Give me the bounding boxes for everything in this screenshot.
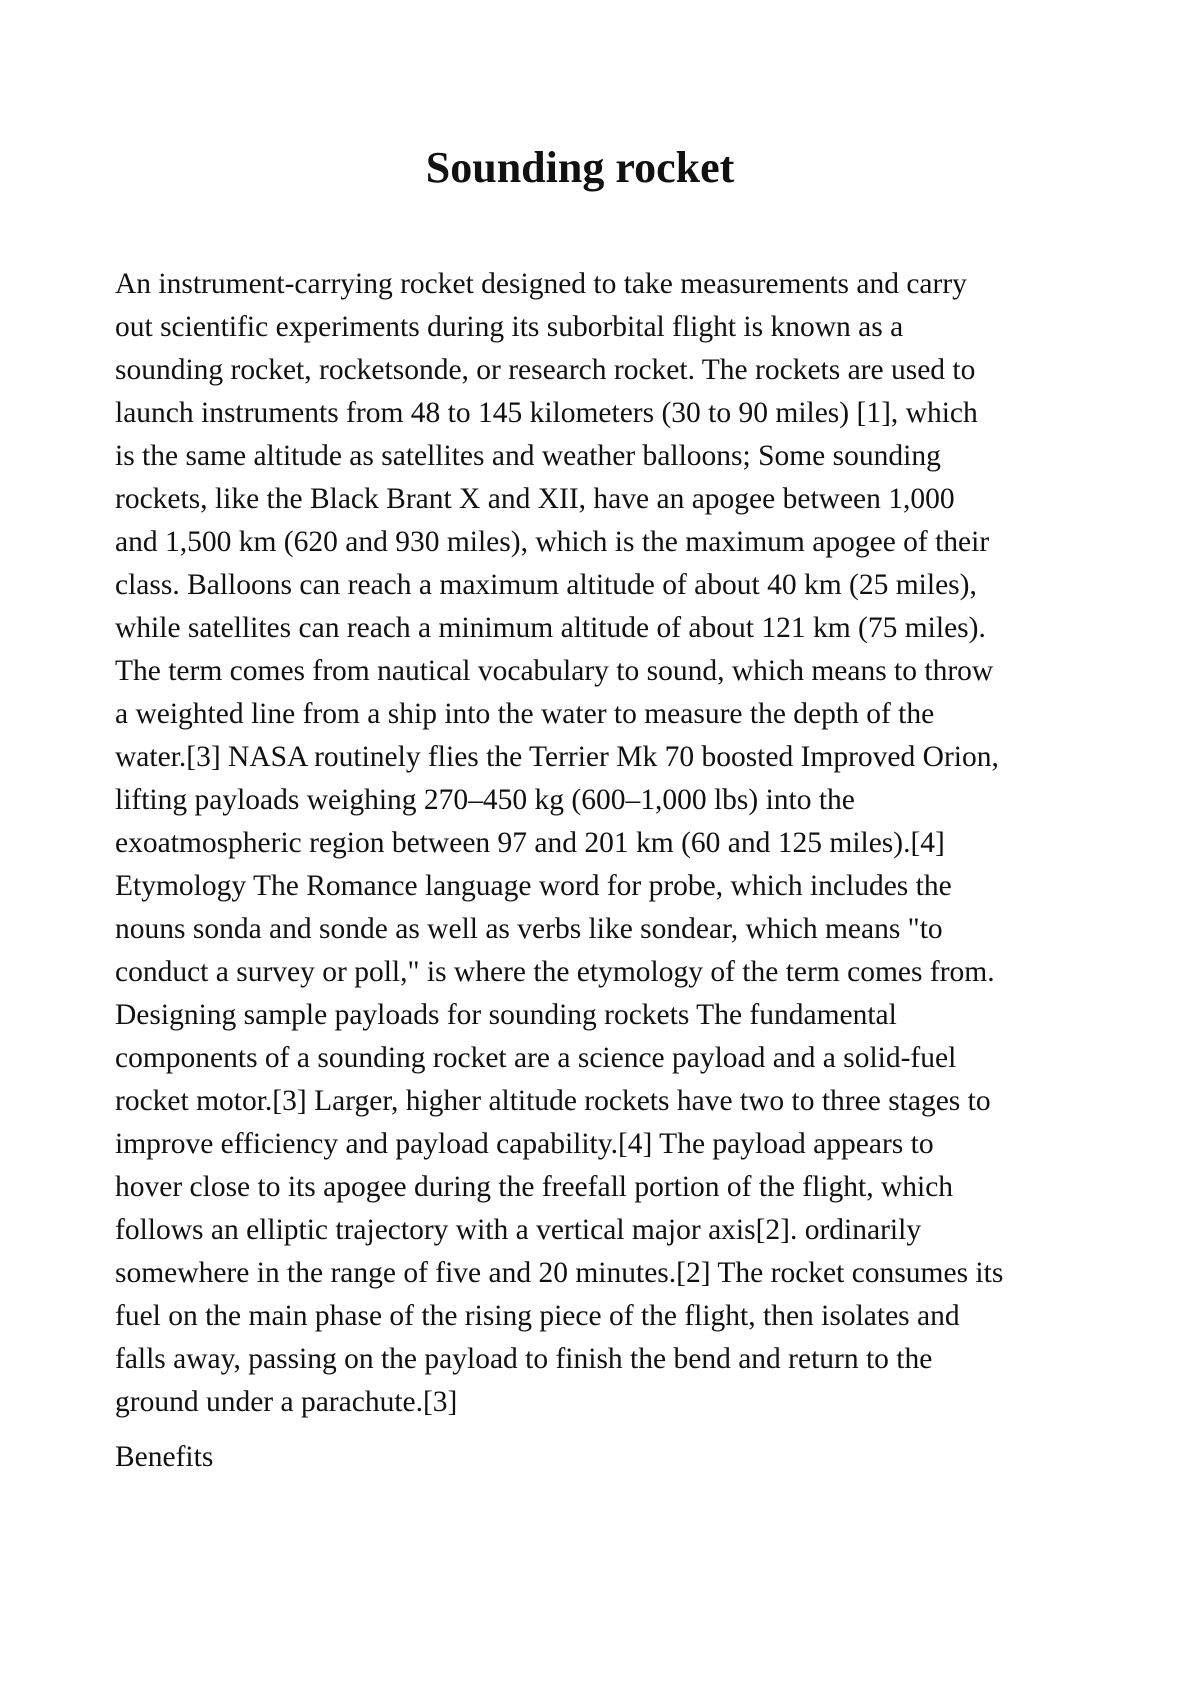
body-line: a weighted line from a ship into the water to measure the depth of the — [115, 698, 935, 730]
body-line: components of a sounding rocket are a science payload and a solid-fuel — [115, 1042, 957, 1074]
body-line: follows an elliptic trajectory with a vertical major axis[2]. ordinarily — [115, 1214, 922, 1246]
body-line: while satellites can reach a minimum altitude of about 121 km (75 miles). — [115, 612, 986, 644]
body-line: lifting payloads weighing 270–450 kg (600–1,000 lbs) into the — [115, 784, 855, 816]
body-line: rocket motor.[3] Larger, higher altitude rockets have two to three stages to — [115, 1085, 991, 1117]
body-line: ground under a parachute.[3] — [115, 1386, 458, 1418]
body-line: launch instruments from 48 to 145 kilometers (30 to 90 miles) [1], which — [115, 397, 978, 429]
body-line: and 1,500 km (620 and 930 miles), which is the maximum apogee of their — [115, 526, 990, 558]
body-line: is the same altitude as satellites and weather balloons; Some sounding — [115, 440, 941, 472]
body-line: rockets, like the Black Brant X and XII, have an apogee between 1,000 — [115, 483, 955, 515]
body-line: water.[3] NASA routinely flies the Terrier Mk 70 boosted Improved Orion, — [115, 741, 999, 773]
body-paragraph — [115, 263, 1115, 1424]
section-heading-benefits: Benefits — [115, 1441, 214, 1473]
body-line: The term comes from nautical vocabulary to sound, which means to throw — [115, 655, 994, 687]
body-line: class. Balloons can reach a maximum altitude of about 40 km (25 miles), — [115, 569, 977, 601]
body-line: out scientific experiments during its suborbital flight is known as a — [115, 311, 904, 343]
body-line: exoatmospheric region between 97 and 201 km (60 and 125 miles).[4] — [115, 827, 945, 859]
body-line: sounding rocket, rocketsonde, or research rocket. The rockets are used to — [115, 354, 976, 386]
body-line: Etymology The Romance language word for probe, which includes the — [115, 870, 952, 902]
page-title: Sounding rocket — [425, 143, 735, 192]
body-line: fuel on the main phase of the rising piece of the flight, then isolates and — [115, 1300, 960, 1332]
body-line: somewhere in the range of five and 20 minutes.[2] The rocket consumes its — [115, 1257, 1004, 1289]
body-line: An instrument-carrying rocket designed to take measurements and carry — [115, 268, 967, 300]
body-line: nouns sonda and sonde as well as verbs like sondear, which means "to — [115, 913, 943, 945]
body-line: falls away, passing on the payload to finish the bend and return to the — [115, 1343, 933, 1375]
body-line: conduct a survey or poll," is where the etymology of the term comes from. — [115, 956, 995, 988]
body-line: Designing sample payloads for sounding rockets The fundamental — [115, 999, 897, 1031]
body-line: improve efficiency and payload capability.[4] The payload appears to — [115, 1128, 934, 1160]
body-line: hover close to its apogee during the freefall portion of the flight, which — [115, 1171, 954, 1203]
